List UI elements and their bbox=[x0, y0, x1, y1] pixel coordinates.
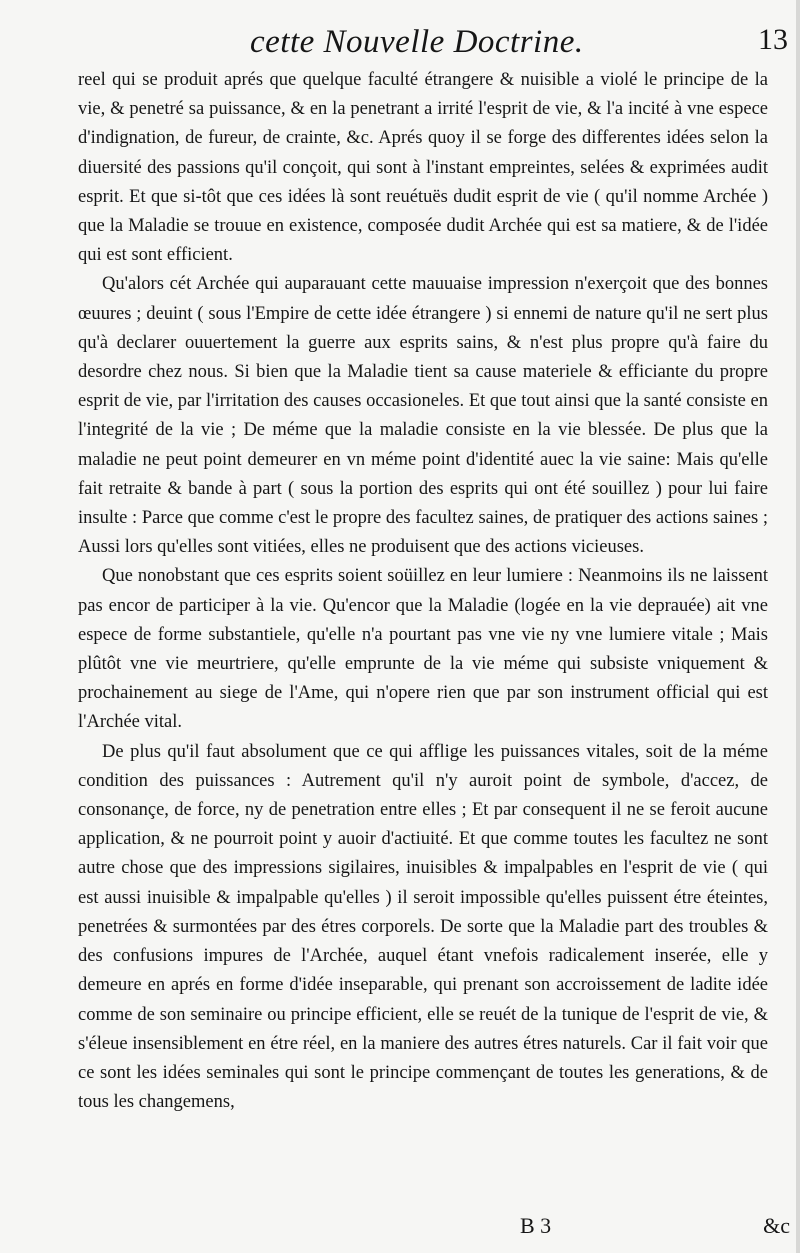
signature-mark: B 3 bbox=[520, 1213, 552, 1238]
page-number: 13 bbox=[758, 23, 788, 56]
page-footer bbox=[0, 1206, 800, 1246]
paragraph: De plus qu'il faut absolument que ce qui afflige les puissances vitales, soit de la méme condition des puissances : Autrement qu'il n'y auroit point de symbole, d'accez, de consonançe, de force, ny de penetration entre elles ; Et par consequent il ne se feroit aucune application, & ne pourroit point y auoir d'actiuité. Et que comme toutes les facultez ne sont autre chose que des impressions sigilaires, inuisibles & impalpables en l'esprit de vie ( qui est aussi inuisible & impalpable qu'elles ) il seroit impossible qu'elles puissent étre éteintes, penetrées & surmontées par des étres corporels. De sorte que la Maladie part des troubles & des confusions impures de l'Archée, auquel étant vnefois radicalement inserée, elle y demeure en aprés en forme d'idée inseparable, qui prenant son accroissement de ladite idée comme de son seminaire ou principe efficient, elle se reuét de la tunique de l'esprit de vie, & s'éleue insensiblement en étre réel, en la maniere des autres étres naturels. Car il fait voir que ce sont les idées seminales qui sont le principe commençant de toutes les generations, & de tous les changemens, bbox=[78, 741, 768, 1113]
running-title: cette Nouvelle Doctrine. bbox=[250, 24, 584, 60]
paragraph: Qu'alors cét Archée qui auparauant cette mauuaise impression n'exerçoit que des bonnes œuures ; deuint ( sous l'Empire de cette idée étrangere ) si ennemi de nature qu'il ne sert plus qu'à declarer ouuertement la guerre aux esprits sains, & n'est plus propre qu'à faire du desordre chez nous. Si bien que la Maladie tient sa cause materiele & efficiante du propre esprit de vie, par l'irritation des causes occasioneles. Et que tout ainsi que la santé consiste en l'integrité de la vie ; De méme que la maladie consiste en la vie blessée. De plus que la maladie ne peut point demeurer en vn méme point d'identité auec la vie saine: Mais qu'elle fait retraite & bande à part ( sous la portion des esprits qui ont été souillez ) pour lui faire insulte : Parce que comme c'est le propre des facultez saines, de pratiquer des actions saines ; Aussi lors qu'elles sont vitiées, elles ne produisent que des actions vicieuses. bbox=[78, 274, 768, 558]
paragraph: Que nonobstant que ces esprits soient soüillez en leur lumiere : Neanmoins ils ne laissent pas encor de participer à la vie. Qu'encor que la Maladie (logée en la vie deprauée) ait vne espece de forme substantiele, qu'elle n'a pourtant pas vne vie ny vne lumiere vitale ; Mais plûtôt vne vie meurtriere, qu'elle emprunte de la vie méme qui subsiste vniquement & prochainement au siege de l'Ame, qui n'opere rien que par son instrument official qui est l'Archée vital. bbox=[78, 566, 768, 733]
page-edge bbox=[796, 0, 800, 1253]
paragraph-continued: reel qui se produit aprés que quelque faculté étrangere & nuisible a violé le principe de la vie, & penetré sa puissance, & en la penetrant a irrité l'esprit de vie, & l'a incité à vne espece d'indignation, de fureur, de crainte, &c. Aprés quoy il se forge des differentes idées selon la diuersité des passions qu'il conçoit, qui sont à l'instant empreintes, selées & exprimées audit esprit. Et que si-tôt que ces idées là sont reuétuës dudit esprit de vie ( qu'il nomme Archée ) que la Maladie se trouue en existence, composée dudit Archée qui est sa matiere, & de l'idée qui est sont efficient. bbox=[78, 70, 768, 266]
catchword: &c bbox=[763, 1213, 790, 1238]
body-text bbox=[78, 66, 768, 1117]
